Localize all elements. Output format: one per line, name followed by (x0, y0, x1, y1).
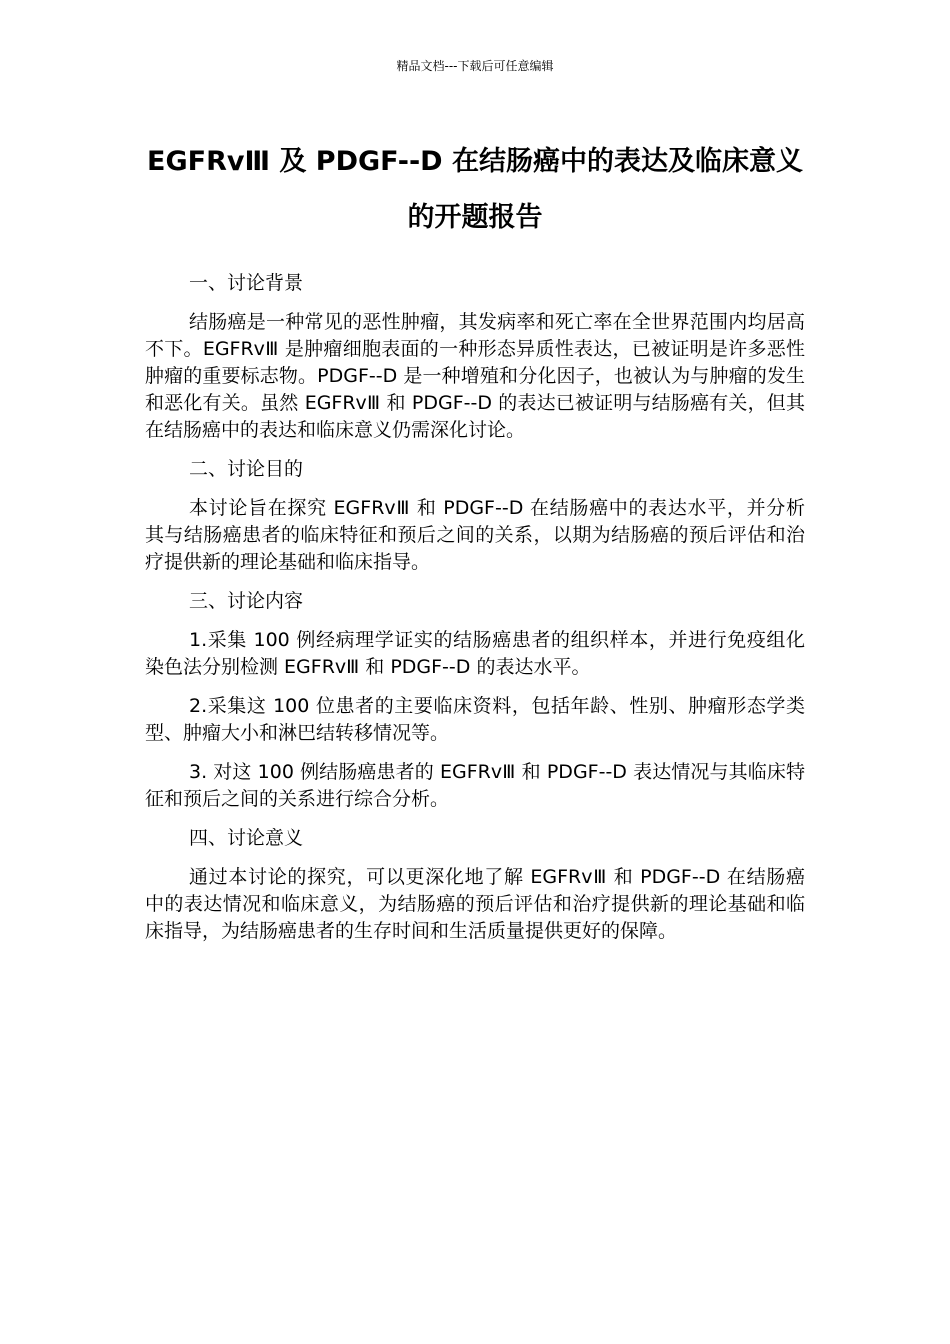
content-item-2: 2.采集这 100 位患者的主要临床资料，包括年龄、性别、肿瘤形态学类型、肿瘤大小和淋巴结转移情况等。 (145, 695, 805, 744)
section-heading-purpose: 二、讨论目的 (189, 458, 304, 480)
background-paragraph: 结肠癌是一种常见的恶性肿瘤，其发病率和死亡率在全世界范围内均居高不下。EGFRvⅢ 是肿瘤细胞表面的一种形态异质性表达，已被证明是许多恶性肿瘤的重要标志物。PDGF--D 是一种增殖和分化因子，也被认为与肿瘤的发生和恶化有关。虽然 EGFRvⅢ 和 PDGF--D 的表达已被证明与结肠癌有关，但其在结肠癌中的表达和临床意义仍需深化讨论。 (145, 311, 805, 441)
content-item-1: 1.采集 100 例经病理学证实的结肠癌患者的组织样本，并进行免疫组化染色法分别检测 EGFRvⅢ 和 PDGF--D 的表达水平。 (145, 629, 805, 678)
section-heading-significance: 四、讨论意义 (189, 827, 304, 849)
title-line-1: EGFRvⅢ 及 PDGF--D 在结肠癌中的表达及临床意义 (147, 146, 803, 177)
document-title (120, 134, 830, 246)
section-heading-background: 一、讨论背景 (189, 272, 304, 294)
significance-paragraph: 通过本讨论的探究，可以更深化地了解 EGFRvⅢ 和 PDGF--D 在结肠癌中的表达情况和临床意义，为结肠癌的预后评估和治疗提供新的理论基础和临床指导，为结肠癌患者的生存时间和生活质量提供更好的保障。 (145, 866, 805, 942)
content-item-3: 3. 对这 100 例结肠癌患者的 EGFRvⅢ 和 PDGF--D 表达情况与其临床特征和预后之间的关系进行综合分析。 (145, 761, 805, 810)
section-heading-content: 三、讨论内容 (189, 590, 304, 612)
title-line-2: 的开题报告 (407, 202, 543, 233)
document-body (145, 270, 805, 957)
page-header: 精品文档---下载后可任意编辑 (396, 59, 554, 73)
purpose-paragraph: 本讨论旨在探究 EGFRvⅢ 和 PDGF--D 在结肠癌中的表达水平，并分析其与结肠癌患者的临床特征和预后之间的关系，以期为结肠癌的预后评估和治疗提供新的理论基础和临床指导。 (145, 497, 805, 573)
